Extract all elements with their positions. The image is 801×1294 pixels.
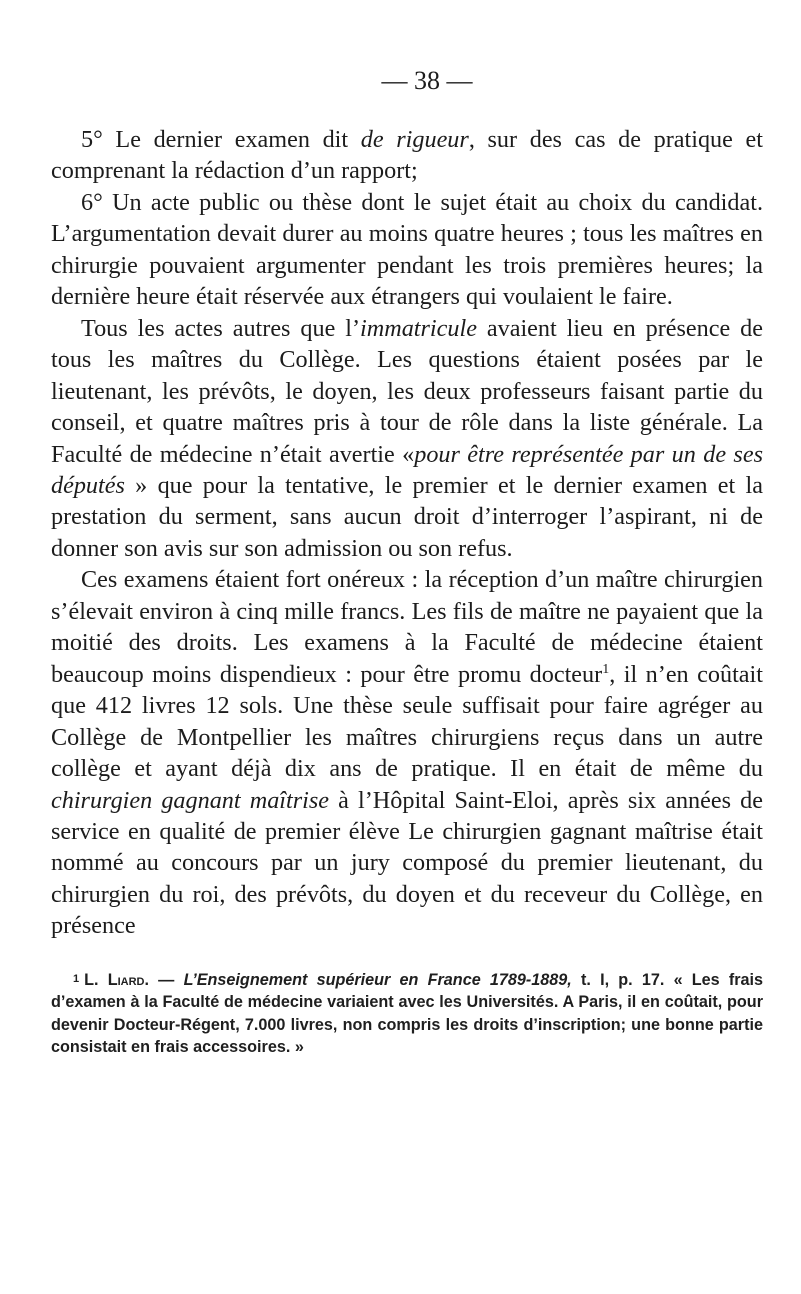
text-run: 5° Le dernier examen dit <box>81 126 361 153</box>
main-text <box>51 124 763 942</box>
text-run: , il n’en coûtait que 412 livres 12 sols. Une thèse seule suffisait pour faire agréger au Collège de Montpellier les maîtres chirurgiens reçus dans un autre collège et ayant déjà dix ans de pratique. Il en était de même du <box>51 660 763 783</box>
text-run: à l’Hôpital Saint-Eloi, après six années de service en qualité de premier élève Le chirurgien gagnant maîtrise était nommé au concours par un jury composé du premier lieutenant, du chirurgien du roi, des prévôts, du doyen et du receveur du Collège, en présence <box>51 786 763 940</box>
footnote-marker: 1 <box>73 972 80 985</box>
italic-run: de rigueur <box>360 126 469 153</box>
paragraph-acts <box>51 313 763 565</box>
footnote-ref[interactable]: 1 <box>602 661 610 677</box>
paragraph-exam-6 <box>51 187 763 313</box>
paragraph-exam-5 <box>51 124 763 187</box>
page-number: — 38 — <box>381 66 473 95</box>
text-run: avaient lieu en présence de tous les maîtres du Collège. Les questions étaient posées par le lieutenant, les prévôts, le doyen, les deux professeurs faisant partie du conseil, et quatre maîtres pris à tour de rôle dans la liste générale. La Faculté de médecine n’était avertie « <box>51 314 763 468</box>
paragraph-costs <box>51 564 763 941</box>
italic-run: chirurgien gagnant maîtrise <box>51 786 330 814</box>
footnote-ref-text: t. I, p. 17. <box>571 970 665 989</box>
footnote-title: L’Enseignement supérieur en France 1789-1889, <box>183 970 572 989</box>
footnote-dash: — <box>148 970 184 989</box>
footnote-author: L. Liard. <box>84 970 149 989</box>
text-run: » que pour la tentative, le premier et le dernier examen et la prestation du serment, sans aucun droit d’interroger l’aspirant, ni de donner son avis sur son admission ou son refus. <box>51 471 763 562</box>
text-run: 6° Un acte public ou thèse dont le sujet était au choix du candidat. L’argumentation devait durer au moins quatre heures ; tous les maîtres en chirurgie pouvaient argumenter pendant les trois premières heures; la dernière heure était réservée aux étrangers qui voulaient le faire. <box>51 188 763 311</box>
italic-run: immatricule <box>360 314 477 342</box>
footnotes <box>51 968 763 1059</box>
text-run: Ces examens étaient fort onéreux : la réception d’un maître chirurgien s’élevait environ à cinq mille francs. Les fils de maître ne payaient que la moitié des droits. Les examens à la Faculté de médecine étaient beaucoup moins dispendieux : pour être promu docteur <box>51 566 763 688</box>
text-run: , sur des cas de pratique et comprenant la rédaction d’un rapport; <box>51 126 763 185</box>
footnote-text: « Les frais d’examen à la Faculté de médecine variaient avec les Universités. A Paris, il en coûtait, pour devenir Docteur-Régent, 7.000 livres, non compris les droits d’inscription; une bonne partie consistait en frais accessoires. » <box>51 970 764 1057</box>
italic-run: pour être représentée par un de ses députés <box>51 440 763 499</box>
footnote-1 <box>51 968 763 1059</box>
text-run: Tous les actes autres que l’ <box>81 314 361 342</box>
